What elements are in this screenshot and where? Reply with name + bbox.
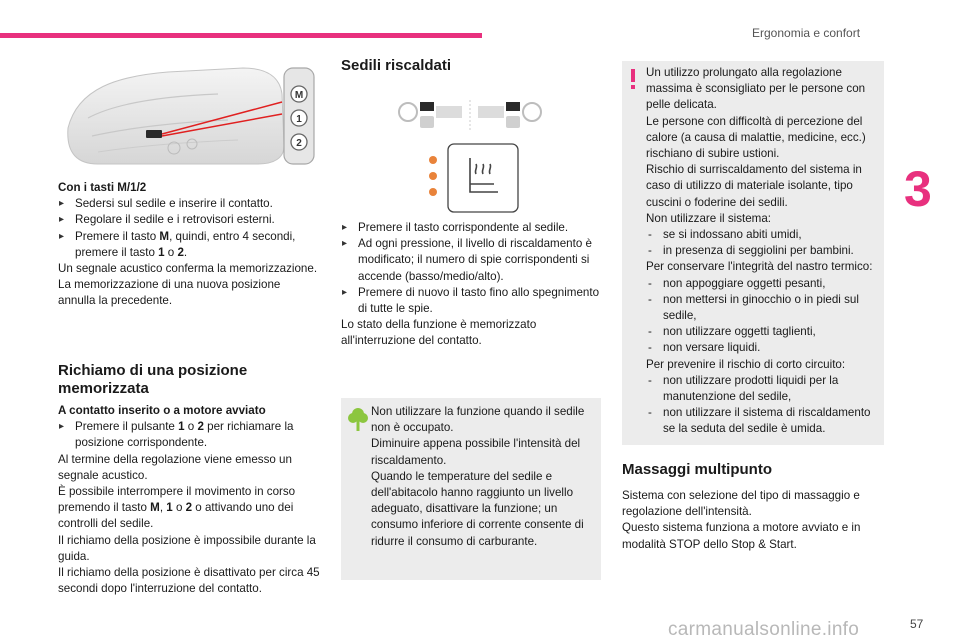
recall-para-1: Al termine della regolazione viene emesso un segnale acustico. — [58, 452, 292, 482]
heated-section — [341, 220, 603, 350]
warning-dash-3: - non appoggiare oggetti pesanti, — [646, 276, 882, 292]
heat-level-indicator-1 — [429, 156, 437, 164]
memory-para-2: La memorizzazione di una nuova posizione annulla la precedente. — [58, 278, 281, 308]
warning-exclamation-icon — [626, 67, 640, 91]
warning-line-5: Per conservare l'integrità del nastro termico: — [646, 260, 873, 274]
eco-line-2: Diminuire appena possibile l'intensità del riscaldamento. — [371, 437, 581, 467]
warning-dash-8: - non utilizzare il sistema di riscaldamento se la seduta del sedile è umida. — [646, 405, 882, 437]
heated-bullet-2: ▸ Ad ogni pressione, il livello di riscaldamento è modificato; il numero di spie corrispondenti si accende (basso/medio/alto). — [341, 236, 603, 285]
warning-dash-2: - in presenza di seggiolini per bambini. — [646, 243, 882, 259]
memory-para-1: Un segnale acustico conferma la memorizzazione. — [58, 262, 318, 276]
seat-heating-button — [448, 144, 518, 212]
warning-line-4: Non utilizzare il sistema: — [646, 211, 771, 225]
memory-section — [58, 180, 320, 310]
recall-section — [58, 403, 324, 597]
heated-title: Sedili riscaldati — [341, 57, 452, 74]
warning-dash-4: - non mettersi in ginocchio o in piedi sul sedile, — [646, 292, 882, 324]
warning-dash-7: - non utilizzare prodotti liquidi per la manutenzione del sedile, — [646, 373, 882, 405]
heated-para-1: Lo stato della funzione è memorizzato all'interruzione del contatto. — [341, 318, 537, 348]
section-title: Ergonomia e confort — [752, 26, 861, 40]
memory-button-2: 2 — [296, 138, 302, 149]
massage-para-2: Questo sistema funziona a motore avviato e in modalità STOP dello Stop & Start. — [622, 521, 861, 551]
heated-bullet-1: ▸ Premere il tasto corrispondente al sedile. — [341, 220, 603, 236]
warning-line-1: Un utilizzo prolungato alla regolazione massima è sconsigliato per le persone con pelle delicata. — [646, 66, 866, 112]
seat-memory-illustration — [58, 58, 320, 170]
recall-para-3: Il richiamo della posizione è impossibile durante la guida. — [58, 533, 316, 563]
dashboard-seat-right — [478, 102, 541, 128]
warning-line-6: Per prevenire il rischio di corto circuito: — [646, 357, 846, 371]
memory-heading: Con i tasti M/1/2 — [58, 181, 147, 194]
warning-line-3: Rischio di surriscaldamento del sistema in caso di utilizzo di materiale isolante, tipo cuscini o foderine dei sedili. — [646, 163, 862, 209]
recall-title: Richiamo di una posizione memorizzata — [58, 362, 248, 397]
memory-button-m: M — [294, 90, 304, 101]
heated-seat-illustration — [390, 96, 550, 218]
top-accent-bar — [0, 33, 482, 38]
eco-line-1: Non utilizzare la funzione quando il sedile non è occupato. — [371, 405, 585, 435]
memory-button-1: 1 — [296, 114, 302, 125]
recall-para-2: È possibile interrompere il movimento in corso premendo il tasto M, 1 o 2 o attivando uno dei controlli del sedile. — [58, 485, 296, 531]
massage-title: Massaggi multipunto — [622, 461, 772, 478]
dashboard-seat-left — [399, 102, 462, 128]
massage-para-1: Sistema con selezione del tipo di massaggio e regolazione dell'intensità. — [622, 489, 860, 519]
warning-line-2: Le persone con difficoltà di percezione del calore (a causa di malattie, medicine, ecc.) rischiano di subire ustioni. — [646, 114, 866, 161]
warning-dash-1: - se si indossano abiti umidi, — [646, 227, 882, 243]
page-number: 57 — [910, 617, 924, 631]
heated-bullet-3: ▸ Premere di nuovo il tasto fino allo spegnimento di tutte le spie. — [341, 285, 603, 317]
memory-bullet-3: ▸ Premere il tasto M, quindi, entro 4 secondi, premere il tasto 1 o 2. — [58, 229, 320, 261]
heat-level-indicator-2 — [429, 172, 437, 180]
memory-bullet-2: ▸ Regolare il sedile e i retrovisori esterni. — [58, 212, 320, 228]
memory-bullet-1: ▸ Sedersi sul sedile e inserire il contatto. — [58, 196, 320, 212]
warning-dash-6: - non versare liquidi. — [646, 340, 882, 356]
recall-para-4: Il richiamo della posizione è disattivato per circa 45 secondi dopo l'interruzione del contatto. — [58, 566, 320, 596]
eco-line-3: Quando le temperature del sedile e dell'abitacolo hanno raggiunto un livello adeguato, disattivare la funzione; un consumo inferiore di corrente consente di ridurre il consumo di carburante. — [371, 469, 584, 548]
chapter-number: 3 — [904, 161, 932, 217]
recall-subheading: A contatto inserito o a motore avviato — [58, 404, 266, 417]
warning-box — [622, 61, 884, 445]
warning-dash-5: - non utilizzare oggetti taglienti, — [646, 324, 882, 340]
eco-tree-icon — [347, 406, 369, 432]
recall-bullet-1: ▸ Premere il pulsante 1 o 2 per richiamare la posizione corrispondente. — [58, 419, 324, 451]
massage-section — [622, 488, 888, 553]
heat-level-indicator-3 — [429, 188, 437, 196]
eco-tip-box — [341, 398, 601, 580]
watermark: carmanualsonline.info — [668, 619, 860, 640]
